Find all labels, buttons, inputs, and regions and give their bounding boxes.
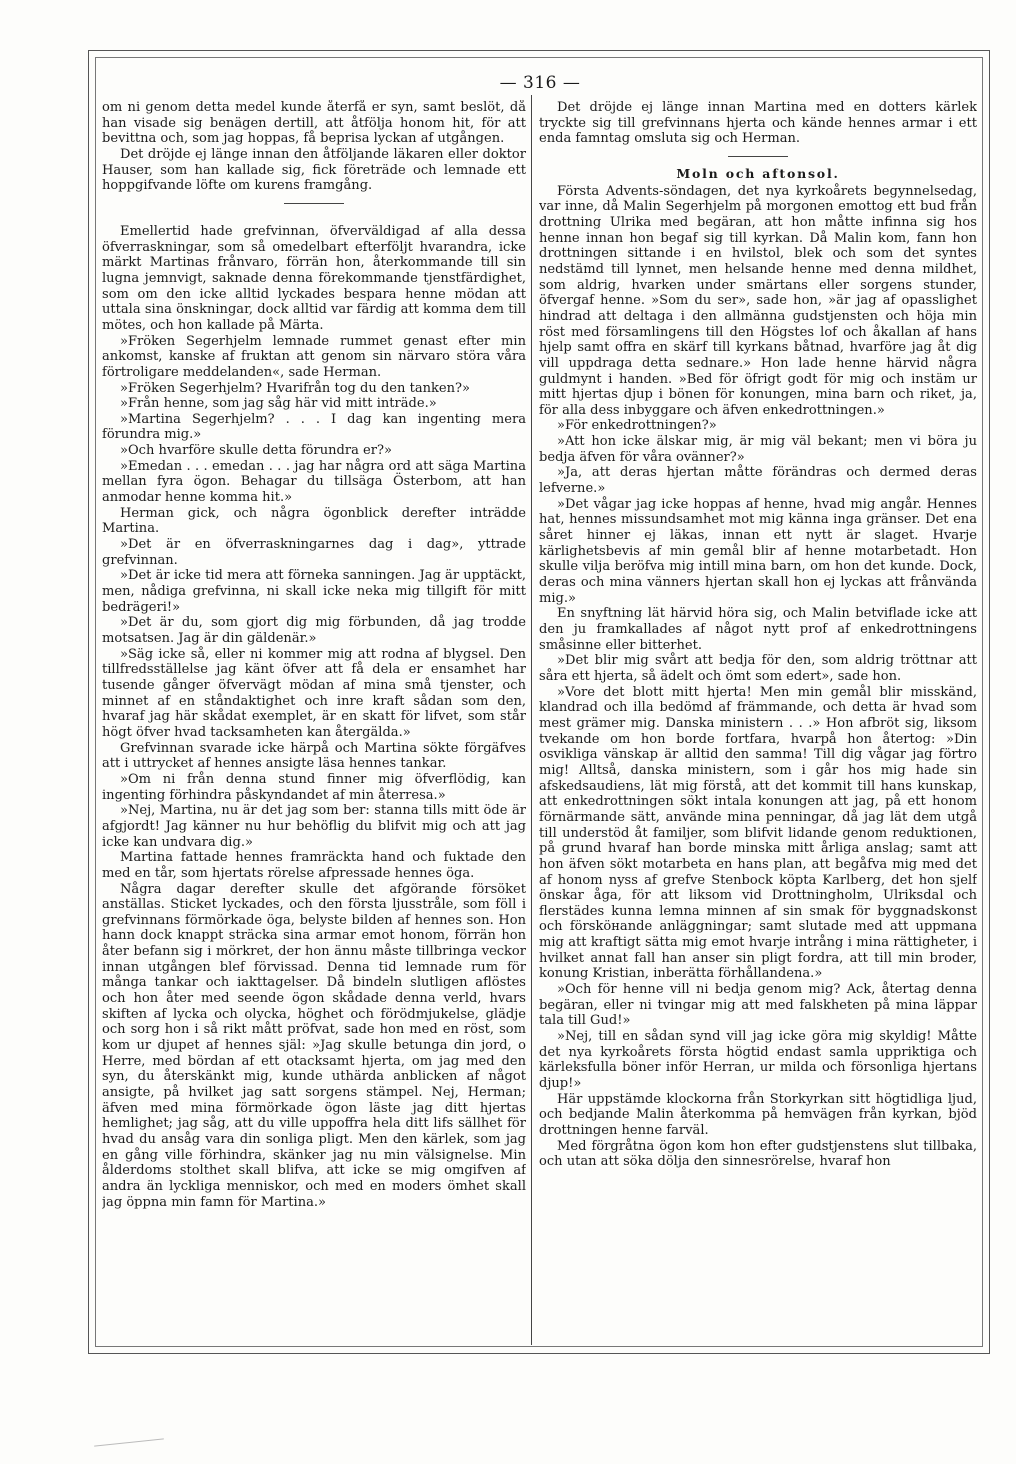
paragraph: »Det vågar jag icke hoppas af henne, hvad mig angår. Hennes hat, hennes missundsamhet mot mig känna inga gränser. Det ena såret hinner ej läkas, innan ett nytt är slaget. Hvarje kärlighetsbevis af min gemål blir af henne motarbetadt. Hon skulle vilja beröfva mig intill mina barn, om hon det kunde. Dock, deras och mina vänners hjertan skall hon ej lyckas att frånvända mig.»	[539, 496, 977, 606]
paragraph: Herman gick, och några ögonblick derefter inträdde Martina.	[102, 505, 526, 537]
paragraph: »Och hvarföre skulle detta förundra er?»	[120, 443, 392, 459]
paragraph: Emellertid hade grefvinnan, öfverväldigad af alla dessa öfverraskningar, som så omedelbart efterföljt hvarandra, icke märkt Martinas frånvaro, förrän hon, återkommande till sin lugna jemnvigt, saknade denna förekommande tjenstfärdighet, som om den icke alltid lyckades bespara henne mödan att uttala sina önskningar, dock alltid var färdig att komma dem till mötes, och hon kallade på Märta.	[102, 223, 526, 333]
paragraph: »Fröken Segerhjelm lemnade rummet genast efter min ankomst, kanske af fruktan att genom sin närvaro störa våra förtroligare meddelanden«, sade Herman.	[102, 333, 526, 380]
left-column	[102, 100, 526, 1340]
paragraph: »Det är du, som gjort dig mig förbunden, då jag trodde motsatsen. Jag är din gäldenär.»	[102, 615, 526, 646]
section-rule	[284, 203, 344, 204]
paragraph: »Om ni från denna stund finner mig öfverflödig, kan ingenting förhindra påskyndandet af min återresa.»	[102, 771, 526, 803]
paragraph: »Det är icke tid mera att förneka sanningen. Jag är upptäckt, men, nådiga grefvinna, ni skall icke neka mig tillgift för mitt bedrägeri!»	[102, 568, 526, 615]
paragraph: om ni genom detta medel kunde återfå er syn, samt beslöt, då han visade sig benägen dertill, att åtfölja honom hit, för att bevittna och, som jag hoppas, få beprisa lyckan af utgången.	[102, 100, 526, 147]
page-number: — 316 —	[499, 73, 581, 93]
paragraph: »Nej, Martina, nu är det jag som ber: stanna tills mitt öde är afgjordt! Jag känner nu hur behöflig du blifvit mig och att jag icke kan undvara dig.»	[102, 803, 526, 850]
paragraph: Några dagar derefter skulle det afgörande försöket anställas. Sticket lyckades, och den första ljusstråle, som föll i grefvinnans förmörkade öga, belyste bilden af hennes son. Hon hann dock knappt sträcka sina armar emot honom, förrän hon åter befann sig i mörkret, der hon ännu måste tillbringa veckor innan utgången blef förvissad. Denna tid lemnade rum för många tankar och iakttagelser. Då bindeln slutligen aflöstes och hon åter med seende ögon skådade denna verld, hvars skiften af lycka och olycka, höghet och förödmjukelse, glädje och sorg hon i så rikt mått pröfvat, sade hon med en röst, som kom ur djupet af hennes själ: »Jag skulle betunga din jord, o Herre, med bördan af ett otacksamt hjerta, om jag med den syn, du återskänkt mig, kunde uthärda anblicken af något ansigte, på hvilket jag satt sorgens stämpel. Nej, Herman; äfven med mina förmörkade ögon läste jag ditt hjertas hemlighet; jag såg, att du ville uppoffra hela ditt lifs sällhet för hvad du ansåg vara din sonliga pligt. Men den kärlek, som jag en gång ville förhindra, skänker jag nu min välsignelse. Min ålderdoms stolthet skall blifva, att icke se mig omgifven af andra än lyckliga menniskor, och med en moders ömhet skall jag öppna min famn för Martina.»	[102, 881, 526, 1210]
paragraph: »Ja, att deras hjertan måtte förändras och dermed deras lefverne.»	[539, 465, 977, 497]
paragraph: »Att hon icke älskar mig, är mig väl bekant; men vi böra ju bedja äfven för våra ovänner?»	[539, 434, 977, 465]
paragraph: »För enkedrottningen?»	[557, 418, 717, 434]
paragraph: »Fröken Segerhjelm? Hvarifrån tog du den tanken?»	[120, 380, 471, 396]
paragraph: »Nej, till en sådan synd vill jag icke göra mig skyldig! Måtte det nya kyrkoårets första högtid endast samla uppriktiga och kärleksfulla böner inför Herran, ur milda och försonliga hjertans djup!»	[539, 1029, 977, 1092]
column-divider	[531, 95, 532, 1345]
paragraph: »Det blir mig svårt att bedja för den, som aldrig tröttnar att såra ett hjerta, så ädelt och ömt som edert», sade hon.	[539, 653, 977, 684]
paragraph: Grefvinnan svarade icke härpå och Martina sökte förgäfves att i uttrycket af hennes ansigte läsa hennes tankar.	[102, 740, 526, 772]
paragraph: »Från henne, som jag såg här vid mitt inträde.»	[120, 396, 437, 412]
paragraph: Här uppstämde klockorna från Storkyrkan sitt högtidliga ljud, och bedjande Malin återkomma på hemvägen från kyrkan, bjöd drottningen henne farväl.	[539, 1091, 977, 1138]
paragraph: »Och för henne vill ni bedja genom mig? Ack, återtag denna begäran, eller ni tvingar mig att med falskheten på mina läppar tala till Gud!»	[539, 982, 977, 1029]
paragraph: »Säg icke så, eller ni kommer mig att rodna af blygsel. Den tillfredsställelse jag känt öfver att få dela er ensamhet har tusende gånger öfvervägt mödan af mina små tjenster, och minnet af en ståndaktighet och inre kraft sådan som den, hvaraf jag här skådat exemplet, är en skatt för lifvet, som står högt öfver hvad tacksamheten kan återgälda.»	[102, 646, 526, 740]
paragraph: Det dröjde ej länge innan den åtföljande läkaren eller doktor Hauser, som han kallade sig, fick företräde och lemnade ett hoppgifvande löfte om kurens framgång.	[102, 146, 526, 194]
paragraph: »Martina Segerhjelm? . . . I dag kan ingenting mera förundra mig.»	[102, 411, 526, 443]
section-heading: Moln och aftonsol.	[676, 165, 840, 181]
paragraph: »Emedan . . . emedan . . . jag har några ord att säga Martina mellan fyra ögon. Behagar du tillsäga Österbom, att han anmodar henne komma hit.»	[102, 458, 526, 506]
paragraph: Martina fattade hennes framräckta hand och fuktade den med en tår, som hjertats rörelse afpressade hennes öga.	[102, 850, 526, 881]
section-rule	[728, 156, 788, 157]
scan-mark	[94, 1438, 164, 1446]
right-column	[539, 100, 977, 1340]
paragraph: Första Advents-söndagen, det nya kyrkoårets begynnelsedag, var inne, då Malin Segerhjelm på morgonen emottog ett bud från drottning Ulrika med begäran, att hon måtte infinna sig hos henne innan hon begaf sig till kyrkan. Då Malin kom, fann hon drottningen sittande i en hvilstol, blek och som det syntes nedstämd till lynnet, men helsande henne med denna mildhet, som aldrig, hvarken under smärtans eller sorgens stunder, öfvergaf henne. »Som du ser», sade hon, »är jag af opasslighet hindrad att deltaga i den allmänna gudstjensten och höja min röst med församlingens till den Högstes lof och åkallan af hans hjelp samt offra en skärf till kyrkans båtnad, hvarföre jag åt dig vill uppdraga detta sednare.» Hon lade henne härvid några guldmynt i handen. »Bed för öfrigt godt för mig och instäm ur mitt hjertas djup i bönen för konungen, mina barn och riket, ja, för alla dess inbyggare och äfven enkedrottningen.»	[539, 183, 977, 418]
paragraph: Det dröjde ej länge innan Martina med en dotters kärlek tryckte sig till grefvinnans hjerta och kände hennes armar i ett enda famntag omsluta sig och Herman.	[539, 100, 977, 147]
paragraph: »Det är en öfverraskningarnes dag i dag», yttrade grefvinnan.	[102, 537, 526, 568]
paragraph: »Vore det blott mitt hjerta! Men min gemål blir misskänd, klandrad och illa bedömd af främmande, och detta är hvad som mest grämer mig. Danska ministern . . .» Hon afbröt sig, liksom tvekande om hon borde fortfara, hvarpå hon återtog: »Din osvikliga vänskap är alltid den samma! Till dig vågar jag förtro mig! Alltså, danska ministern, som i går hos mig hade sin afskedsaudiens, lät mig förstå, att det kommit till hans kunskap, att enkedrottningen sökt intala konungen att jag, på ett honom förnärmande sätt, använde mina penningar, då jag lät dem utgå till understöd åt familjer, som blifvit lidande genom reduktionen, på grund hvaraf han borde minska mitt årliga anslag; samt att hon äfven sökt motarbeta en hans plan, att begåfva mig med det af honom nyss af grefve Stenbock köpta Karlberg, det hon sjelf önskar åga, för att liksom vid Drottningholm, Ulriksdal och flerstädes kunna lemna minnen af sin smak för byggnadskonst och försköнande anläggningar; samt slutade med att uppmana mig att kraftigt sätta mig emot hvarje intrång i mina rättigheter, i hvilket annat fall han anser sin pligt fordra, att till min broder, konung Kristian, inberätta förhållandena.»	[539, 684, 977, 982]
paragraph: En snyftning lät härvid höra sig, och Malin betviflade icke att den ju framkallades af något nytt prof af enkedrottningens småsinne eller bitterhet.	[539, 606, 977, 653]
paragraph: Med förgråtna ögon kom hon efter gudstjenstens slut tillbaka, och utan att söka dölja den sinnesrörelse, hvaraf hon	[539, 1138, 977, 1170]
